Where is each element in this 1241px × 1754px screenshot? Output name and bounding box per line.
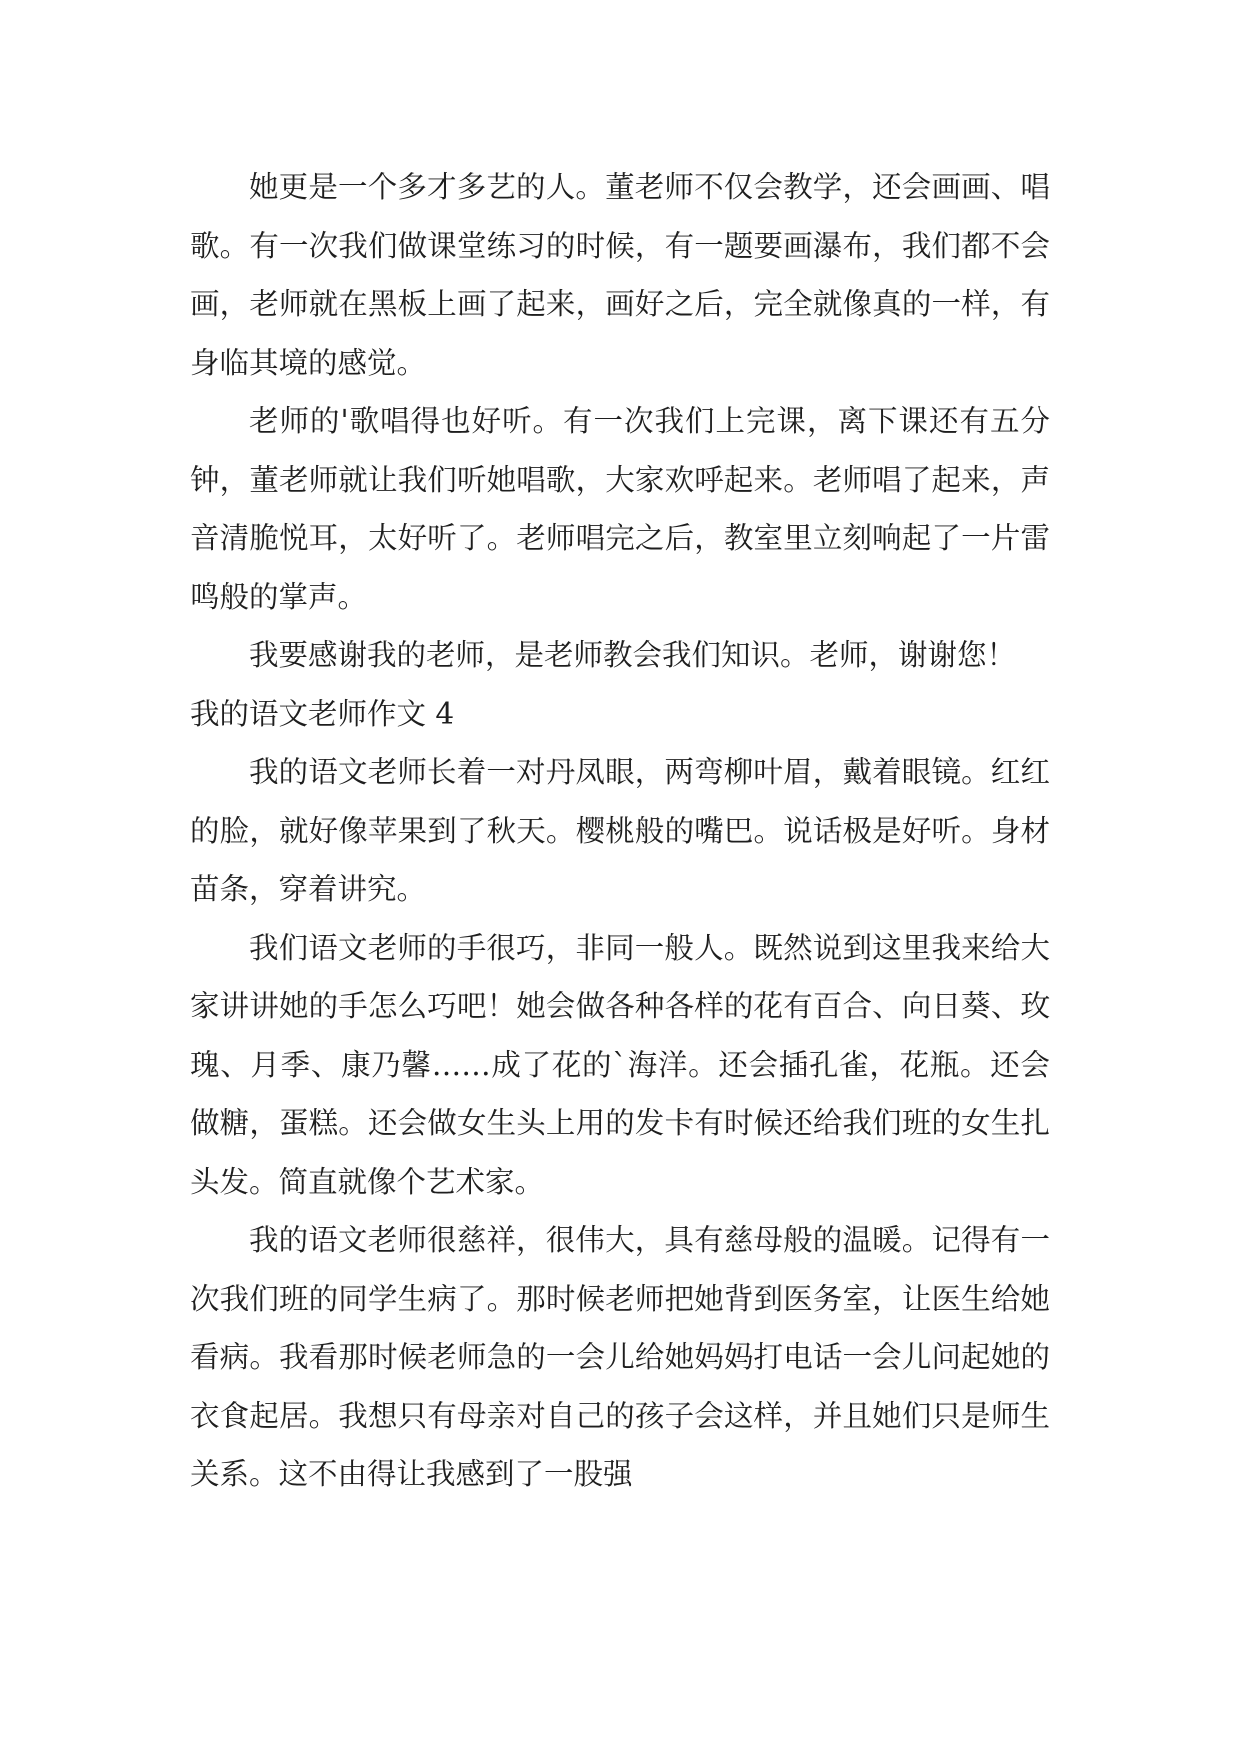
essay-heading: 我的语文老师作文 4 [190, 696, 455, 731]
document-page [190, 158, 1050, 1504]
paragraph-talents: 她更是一个多才多艺的人。董老师不仅会教学，还会画画、唱歌。有一次我们做课堂练习的时候，有一题要画瀑布，我们都不会画，老师就在黑板上画了起来，画好之后，完全就像真的一样，有身临其境的感觉。 [190, 170, 1050, 380]
paragraph-singing: 老师的'歌唱得也好听。有一次我们上完课，离下课还有五分钟，董老师就让我们听她唱歌，大家欢呼起来。老师唱了起来，声音清脆悦耳，太好听了。老师唱完之后，教室里立刻响起了一片雷鸣般的掌声。 [190, 404, 1050, 614]
paragraph-skillful-hands: 我们语文老师的手很巧，非同一般人。既然说到这里我来给大家讲讲她的手怎么巧吧！她会做各种各样的花有百合、向日葵、玫瑰、月季、康乃馨……成了花的`海洋。还会插孔雀，花瓶。还会做糖，蛋糕。还会做女生头上用的发卡有时候还给我们班的女生扎头发。简直就像个艺术家。 [190, 930, 1050, 1199]
paragraph-thanks: 我要感谢我的老师，是老师教会我们知识。老师，谢谢您！ [249, 638, 1017, 672]
paragraph-appearance: 我的语文老师长着一对丹凤眼，两弯柳叶眉，戴着眼镜。红红的脸，就好像苹果到了秋天。樱桃般的嘴巴。说话极是好听。身材苗条，穿着讲究。 [190, 755, 1050, 906]
paragraph-kindness: 我的语文老师很慈祥，很伟大，具有慈母般的温暖。记得有一次我们班的同学生病了。那时候老师把她背到医务室，让医生给她看病。我看那时候老师急的一会儿给她妈妈打电话一会儿问起她的衣食起居。我想只有母亲对自己的孩子会这样，并且她们只是师生关系。这不由得让我感到了一股强 [190, 1223, 1050, 1491]
